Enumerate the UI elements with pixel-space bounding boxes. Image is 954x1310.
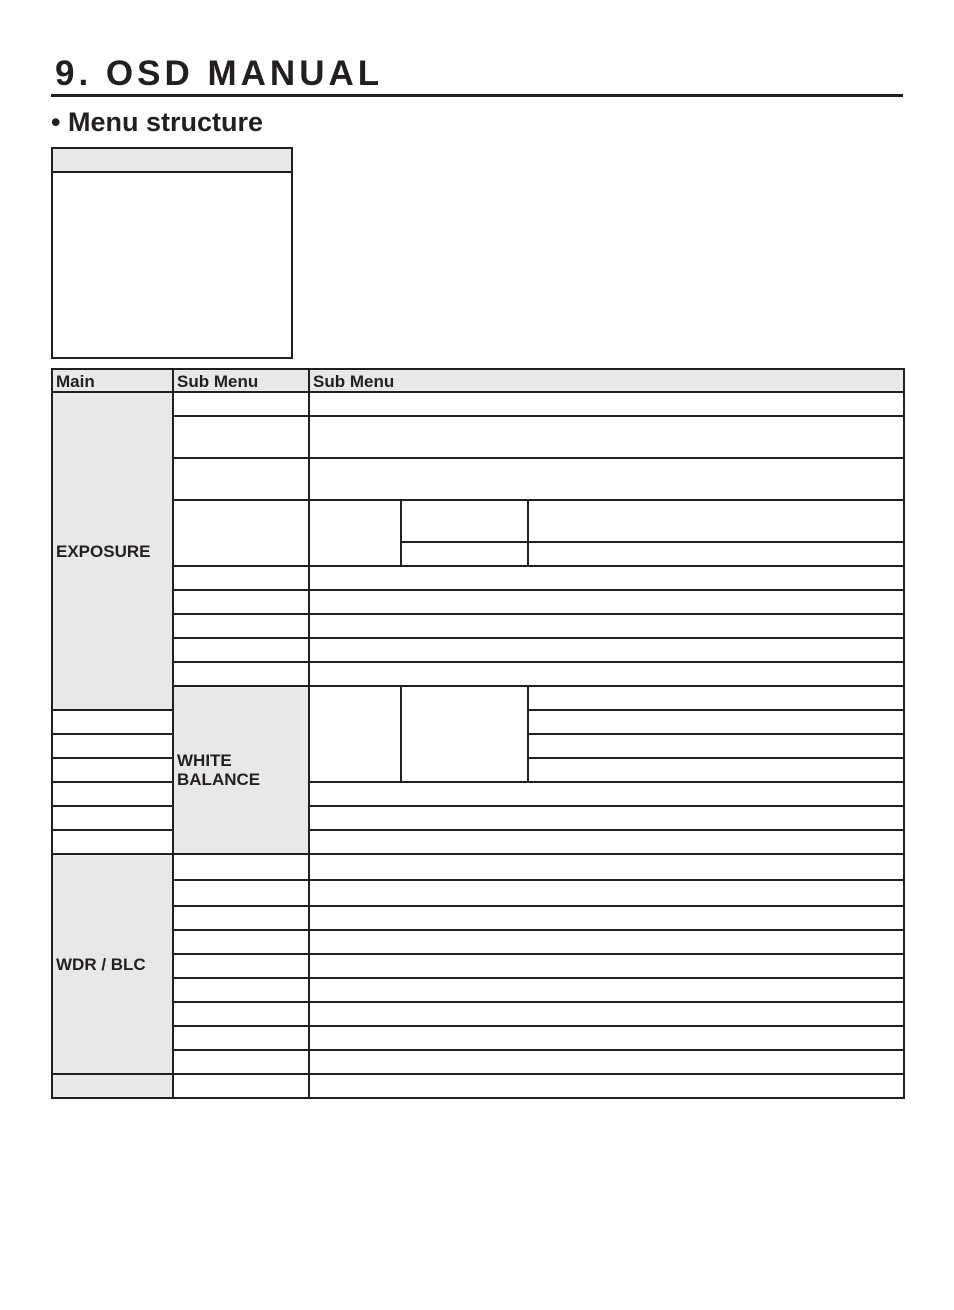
header-sub-menu-1: Sub Menu <box>173 369 309 392</box>
detail-cell <box>309 590 904 614</box>
sub-cell <box>173 1074 309 1098</box>
option-cell <box>52 734 173 758</box>
detail-cell <box>309 458 904 500</box>
header-main: Main <box>52 369 173 392</box>
main-cell-white-balance: WHITE BALANCE <box>173 686 309 854</box>
table-header-row <box>52 369 904 392</box>
sub-cell <box>173 638 309 662</box>
table-row <box>52 392 904 416</box>
table-row <box>52 686 904 710</box>
section-heading: • Menu structure <box>51 107 263 137</box>
sub-cell <box>52 830 173 854</box>
detail-cell <box>309 662 904 686</box>
sub-cell <box>173 500 309 566</box>
detail-cell <box>309 930 904 954</box>
main-cell-wdr-blc: WDR / BLC <box>52 854 173 1074</box>
main-cell-exposure: EXPOSURE <box>52 392 173 710</box>
sub-cell <box>173 1002 309 1026</box>
sub-cell <box>173 978 309 1002</box>
sub-cell <box>173 392 309 416</box>
sub-cell <box>173 662 309 686</box>
sub-cell <box>173 930 309 954</box>
page-title: 9. OSD MANUAL <box>55 54 384 93</box>
table-row <box>52 1074 904 1098</box>
option-cell <box>528 686 904 710</box>
table-row <box>52 458 904 500</box>
detail-cell <box>309 392 904 416</box>
table-row <box>52 500 904 542</box>
sub-cell <box>173 880 309 906</box>
title-rule <box>51 94 903 97</box>
sub-cell <box>52 782 173 806</box>
header-sub-menu-2: Sub Menu <box>309 369 904 392</box>
option-cell <box>52 758 173 782</box>
sub-cell <box>173 1026 309 1050</box>
detail-cell <box>309 906 904 930</box>
sub-cell <box>173 458 309 500</box>
menu-preview-header <box>53 149 291 173</box>
value-cell <box>528 500 904 542</box>
detail-cell <box>309 954 904 978</box>
sub-cell <box>173 906 309 930</box>
detail-cell <box>309 566 904 590</box>
detail-cell <box>309 854 904 880</box>
detail-cell <box>309 1026 904 1050</box>
option-cell <box>401 542 528 566</box>
detail-cell <box>309 614 904 638</box>
table-row <box>52 1026 904 1050</box>
detail-cell <box>309 880 904 906</box>
sub-cell <box>173 416 309 458</box>
table-row <box>52 638 904 662</box>
value-cell <box>528 758 904 782</box>
table-row <box>52 906 904 930</box>
sub-cell <box>173 614 309 638</box>
menu-structure-table <box>51 368 905 1099</box>
table-row <box>52 416 904 458</box>
sub-cell <box>173 854 309 880</box>
table-row <box>52 854 904 880</box>
sub-sub-cell <box>309 500 401 566</box>
table-row <box>52 1002 904 1026</box>
sub-cell <box>173 566 309 590</box>
value-cell <box>528 710 904 734</box>
option-cell <box>52 710 173 734</box>
table-row <box>52 880 904 906</box>
detail-cell <box>309 806 904 830</box>
detail-cell <box>309 638 904 662</box>
detail-cell <box>309 978 904 1002</box>
sub-cell <box>173 1050 309 1074</box>
sub-cell <box>173 590 309 614</box>
detail-cell <box>309 1074 904 1098</box>
detail-cell <box>309 416 904 458</box>
table-row <box>52 566 904 590</box>
detail-cell <box>309 1050 904 1074</box>
table-row <box>52 662 904 686</box>
detail-cell <box>309 1002 904 1026</box>
value-cell <box>528 542 904 566</box>
value-cell <box>528 734 904 758</box>
detail-cell <box>309 830 904 854</box>
menu-preview-box <box>51 147 293 359</box>
table-row <box>52 1050 904 1074</box>
sub-cell <box>309 686 401 782</box>
table-row <box>52 954 904 978</box>
sub-cell <box>173 954 309 978</box>
table-row <box>52 930 904 954</box>
sub-sub-cell <box>401 686 528 782</box>
sub-cell <box>52 806 173 830</box>
table-row <box>52 614 904 638</box>
table-row <box>52 978 904 1002</box>
main-cell-empty <box>52 1074 173 1098</box>
detail-cell <box>309 782 904 806</box>
table-row <box>52 590 904 614</box>
option-cell <box>401 500 528 542</box>
